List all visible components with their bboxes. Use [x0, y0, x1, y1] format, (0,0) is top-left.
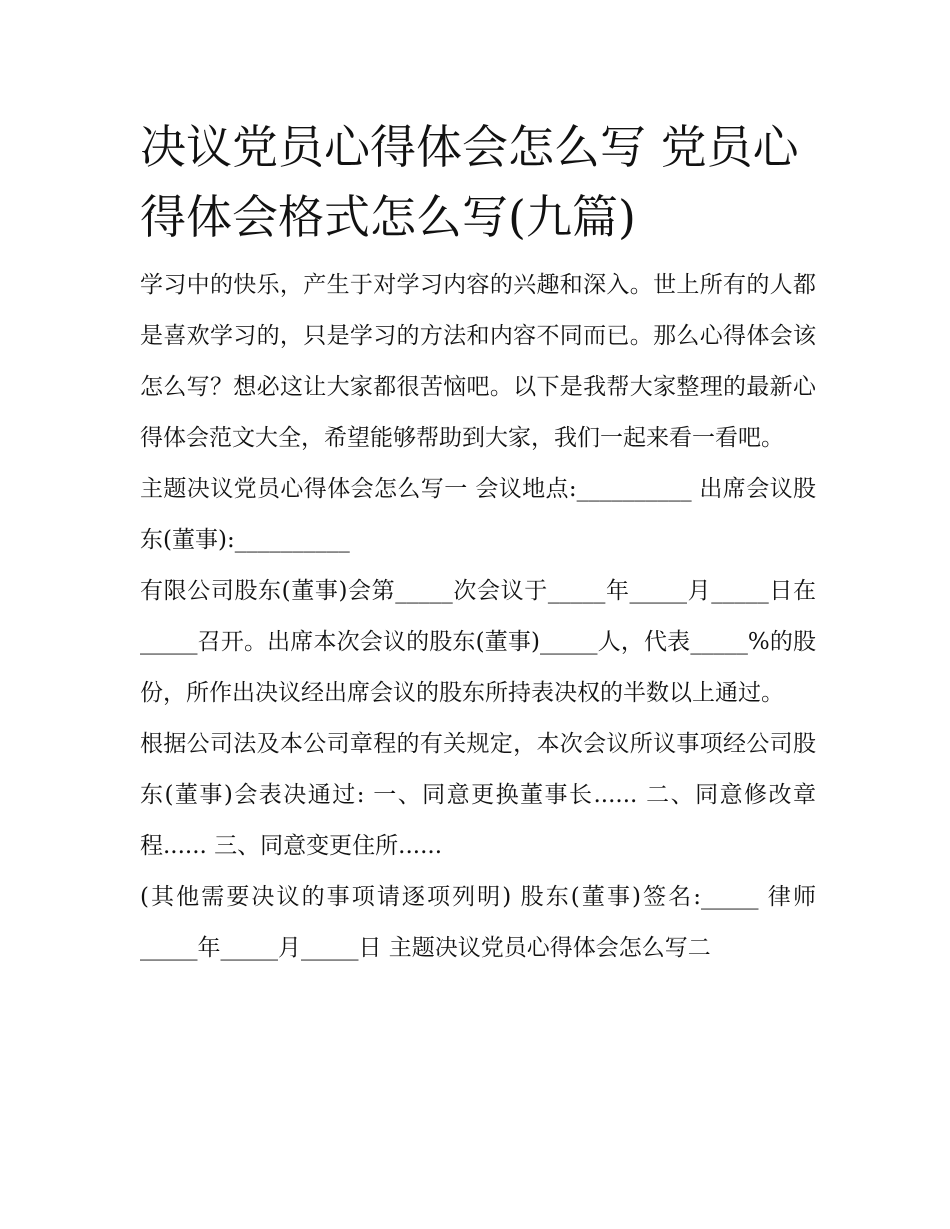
intro-paragraph: 学习中的快乐，产生于对学习内容的兴趣和深入。世上所有的人都是喜欢学习的，只是学习的方法和内容不同而已。那么心得体会该怎么写？想必这让大家都很苦恼吧。以下是我帮大家整理的最新心得体会范文大全，希望能够帮助到大家，我们一起来看一看吧。: [140, 272, 816, 451]
signature-paragraph: (其他需要决议的事项请逐项列明) 股东(董事)签名:_____ 律师_____年_____月_____日 主题决议党员心得体会怎么写二: [140, 884, 816, 961]
resolution-items-paragraph: 根据公司法及本公司章程的有关规定，本次会议所议事项经公司股东(董事)会表决通过: 一、同意更换董事长...... 二、同意修改章程...... 三、同意变更住所......: [140, 731, 816, 859]
document-page: [140, 112, 816, 974]
meeting-details-paragraph: 有限公司股东(董事)会第_____次会议于_____年_____月_____日在_____召开。出席本次会议的股东(董事)_____人，代表_____%的股份，所作出决议经出席会议的股东所持表决权的半数以上通过。: [140, 578, 816, 706]
document-title: 决议党员心得体会怎么写 党员心得体会格式怎么写(九篇): [140, 120, 799, 244]
meeting-info-paragraph: 主题决议党员心得体会怎么写一 会议地点:__________ 出席会议股东(董事):__________: [140, 476, 816, 553]
